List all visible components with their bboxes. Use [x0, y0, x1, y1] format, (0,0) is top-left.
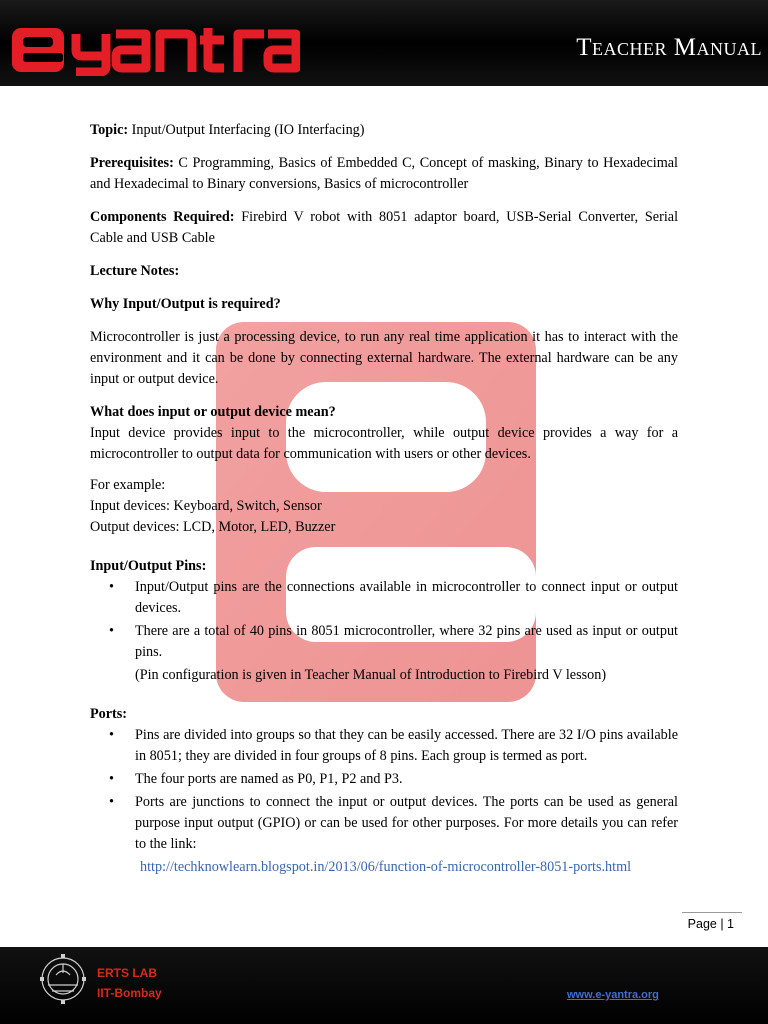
topic-label: Topic: [90, 122, 129, 138]
ports-heading [90, 704, 678, 725]
list-item: • Ports are junctions to connect the input or output devices. The ports can be used as general purpose input output (GPIO) or can be used for other purposes. For more details you can refer to the link: [135, 792, 678, 855]
example-output-devices: Output devices: LCD, Motor, LED, Buzzer [90, 519, 336, 535]
what-device-heading: What does input or output device mean? [90, 404, 336, 420]
io-pins-list [90, 577, 678, 686]
lecture-notes-heading [90, 261, 678, 282]
prerequisites-line [90, 153, 678, 195]
components-label: Components Required: [90, 209, 235, 225]
list-item: • There are a total of 40 pins in 8051 microcontroller, where 32 pins are used as input or output pins. [135, 621, 678, 663]
page-header [0, 0, 768, 86]
list-item: • Pins are divided into groups so that they can be easily accessed. There are 32 I/O pins available in 8051; they are divided in four groups of 8 pins. Each group is termed as port. [135, 725, 678, 767]
lab-name [97, 963, 162, 1003]
why-io-heading-text: Why Input/Output is required? [90, 296, 281, 312]
why-io-heading [90, 294, 678, 315]
ports-reference-link[interactable]: http://techknowlearn.blogspot.in/2013/06/function-of-microcontroller-8051-ports.html [140, 859, 632, 875]
components-value: Firebird V robot with 8051 adaptor board, USB-Serial Converter, Serial Cable and USB Cable [90, 209, 679, 246]
components-line [90, 207, 678, 249]
ports-list [90, 725, 678, 855]
io-pins-heading [90, 556, 678, 577]
topic-value: Input/Output Interfacing (IO Interfacing) [128, 122, 365, 138]
website-link[interactable]: www.e-yantra.org [567, 989, 659, 1001]
document-body [90, 120, 678, 878]
ports-heading-text: Ports: [90, 706, 128, 722]
topic-line [90, 120, 678, 141]
page-number-rule [682, 912, 742, 913]
prerequisites-value: C Programming, Basics of Embedded C, Concept of masking, Binary to Hexadecimal and Hexadecimal to Binary conversions, Basics of microcontroller [90, 155, 678, 192]
list-item: • Input/Output pins are the connections available in microcontroller to connect input or output devices. [135, 577, 678, 619]
io-pins-note: (Pin configuration is given in Teacher Manual of Introduction to Firebird V lesson) [135, 667, 607, 683]
header-title: Teacher Manual [576, 34, 762, 61]
example-input-devices: Input devices: Keyboard, Switch, Sensor [90, 498, 322, 514]
e-yantra-logo [10, 26, 300, 76]
prerequisites-label: Prerequisites: [90, 155, 174, 171]
page-footer [0, 947, 768, 1024]
example-intro: For example: [90, 477, 166, 493]
list-item: • The four ports are named as P0, P1, P2 and P3. [135, 769, 678, 790]
lab-line-2: IIT-Bombay [97, 986, 162, 1000]
iit-bombay-emblem-icon [40, 953, 86, 1005]
io-pins-heading-text: Input/Output Pins: [90, 558, 207, 574]
what-device-text: Input device provides input to the microcontroller, while output device provides a way for a microcontroller to output data for communication with users or other devices. [90, 425, 678, 462]
lecture-notes-label: Lecture Notes: [90, 263, 180, 279]
example-block [90, 475, 678, 538]
lab-line-1: ERTS LAB [97, 966, 157, 980]
page-number: Page | 1 [687, 917, 734, 931]
why-io-paragraph: Microcontroller is just a processing device, to run any real time application it has to interact with the environment and it can be done by connecting external hardware. The external hardware can be any input or output device. [90, 329, 678, 387]
what-device-section [90, 402, 678, 465]
